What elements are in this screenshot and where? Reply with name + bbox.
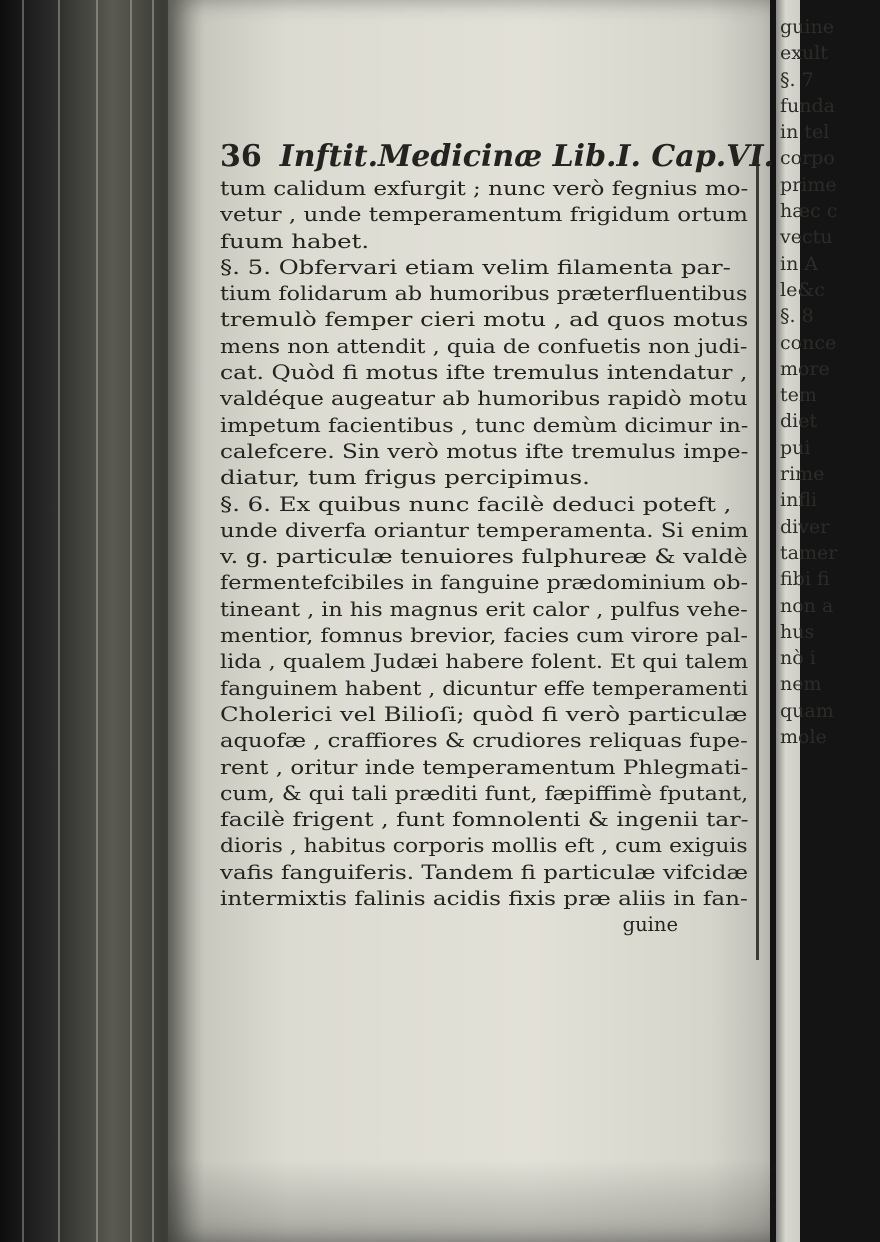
next-page-fragment: nò i (780, 647, 816, 670)
next-page-fragment: conce (780, 331, 837, 354)
text-line: cat. Quòd fi motus ifte tremulus intendatur , (220, 361, 748, 385)
text-line: valdéque augeatur ab humoribus rapidò motu (220, 387, 748, 411)
page-shadow (168, 1160, 770, 1242)
next-page-fragment: fibi fi (780, 568, 830, 591)
text-line: lida , qualem Judæi habere folent. Et qui talem (220, 650, 749, 674)
next-page-fragment: more (780, 357, 830, 380)
page-text (220, 139, 774, 939)
next-page-fragment: funda (780, 94, 835, 117)
text-line: tineant , in his magnus erit calor , pulfus vehe- (220, 597, 748, 621)
text-line: vetur , unde temperamentum frigidum ortum (220, 203, 748, 227)
running-head (220, 139, 774, 174)
text-line: fuum habet. (220, 229, 370, 253)
next-page-fragment: in tel (780, 121, 830, 144)
text-line: facilè frigent , funt fomnolenti & ingenii tar- (220, 808, 749, 832)
text-line: Cholerici vel Bilioſi; quòd fi verò particulæ (220, 702, 748, 726)
text-line: §. 6. Ex quibus nunc facilè deduci poteft , (220, 492, 732, 516)
next-page-fragment: infli (780, 489, 818, 512)
page-edge-line (152, 0, 154, 1242)
text-line: fermentefcibiles in fanguine prædominium ob- (220, 571, 749, 595)
text-line: tremulò femper cieri motu , ad quos motus (220, 308, 749, 332)
text-line: tum calidum exfurgit ; nunc verò fegnius mo- (220, 177, 749, 200)
next-page-fragment: tamer (780, 541, 838, 564)
text-line: unde diverfa oriantur temperamenta. Si enim (220, 518, 749, 542)
next-page-fragment: non a (780, 594, 834, 617)
next-page-fragment: diver (780, 515, 830, 538)
next-page-fragment: in A (780, 252, 819, 275)
next-page-fragment: vectu (780, 226, 833, 249)
text-line: intermixtis falinis acidis fixis præ aliis in fan- (220, 887, 748, 911)
next-page-fragment: corpo (780, 147, 835, 170)
next-page-fragment: mole (780, 726, 827, 749)
text-line: impetum facientibus , tunc demùm dicimur in- (220, 413, 749, 437)
text-line: diatur, tum frigus percipimus. (220, 466, 590, 490)
next-page-fragment: §. 7 (780, 68, 814, 91)
next-page-fragment: nem (780, 673, 822, 696)
next-page-fragment: hæc c (780, 200, 838, 223)
next-page-fragment: diet (780, 410, 818, 433)
text-line: calefcere. Sin verò motus ifte tremulus impe- (220, 439, 749, 463)
next-page-fragment: hus (780, 620, 815, 643)
text-line: §. 5. Obfervari etiam velim filamenta par- (220, 255, 731, 279)
body-text (220, 176, 748, 912)
text-line: cum, & qui tali præditi funt, fæpiffimè fputant, (220, 781, 749, 805)
page-edge-line (22, 0, 24, 1242)
page-number: 36 (220, 139, 262, 174)
catchword: guine (622, 913, 678, 937)
text-line: v. g. particulæ tenuiores fulphureæ & valdè (220, 545, 748, 569)
text-line: mentior, fomnus brevior, facies cum virore pal- (220, 624, 748, 648)
page-edge-line (96, 0, 98, 1242)
text-line: mens non attendit , quia de confuetis non judi- (220, 334, 748, 358)
next-page-fragment: prime (780, 173, 837, 196)
next-page-fragment: guine (780, 16, 834, 38)
next-page-fragment: pui (780, 436, 811, 459)
text-line: tium folidarum ab humoribus præterfluentibus (220, 282, 748, 306)
text-line: rent , oritur inde temperamentum Phlegmati- (220, 755, 749, 779)
next-page-fragment: exult (780, 42, 828, 65)
text-line: aquofæ , craffiores & crudiores reliquas fupe- (220, 729, 748, 753)
next-page-fragment: quam (780, 699, 834, 722)
page-edge-line (58, 0, 60, 1242)
next-page-fragment: rime (780, 463, 825, 486)
running-title: Inftit.Medicinæ Lib.I. Cap.VI. (279, 139, 774, 174)
text-line: vafis fanguiferis. Tandem fi particulæ vifcidæ (220, 860, 749, 884)
next-page-fragment: tem (780, 384, 817, 407)
text-line: dioris , habitus corporis mollis eft , cum exiguis (220, 834, 748, 858)
page-edge-line (130, 0, 132, 1242)
next-page-fragment: §. 8 (780, 305, 814, 328)
next-page-fragment: le&c (780, 278, 825, 301)
text-line: fanguinem habent , dicuntur effe temperamenti (220, 676, 748, 700)
